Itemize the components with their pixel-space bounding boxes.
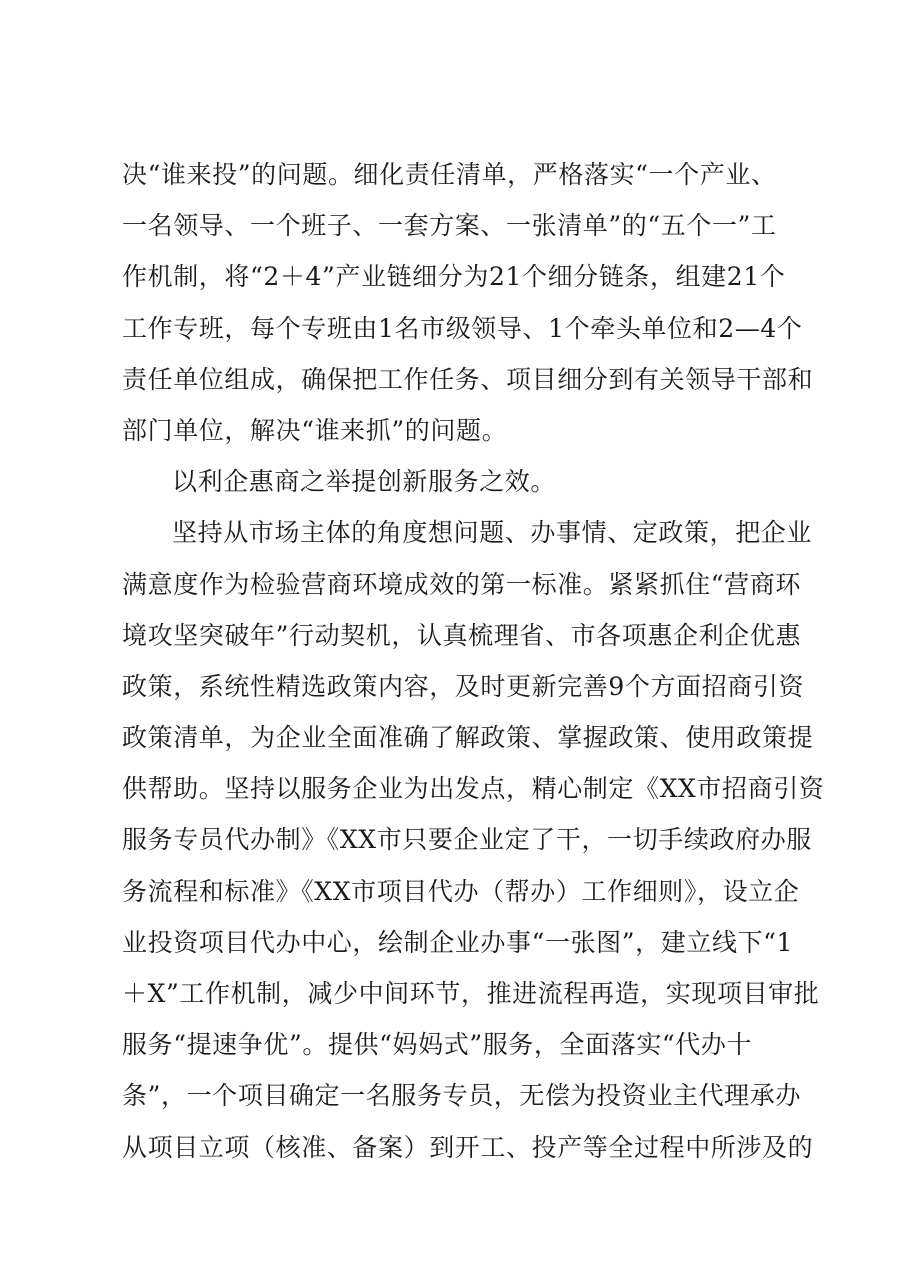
text-line: 作机制，将“2＋4”产业链细分为21个细分链条，组建21个 <box>122 262 786 292</box>
text-line: ＋X”工作机制，减少中间环节，推进流程再造，实现项目审批 <box>122 979 820 1008</box>
text-line: 责任单位组成，确保把工作任务、项目细分到有关领导干部和 <box>122 364 814 394</box>
text-line: 业投资项目代办中心，绘制企业办事“一张图”，建立线下“1 <box>122 927 794 957</box>
text-line: 境攻坚突破年”行动契机，认真梳理省、市各项惠企利企优惠 <box>122 620 801 650</box>
text-line: 决“谁来投”的问题。细化责任清单，严格落实“一个产业、 <box>122 160 777 189</box>
text-line: 部门单位，解决“谁来抓”的问题。 <box>122 415 508 445</box>
text-line: 满意度作为检验营商环境成效的第一标准。紧紧抓住“营商环 <box>122 569 801 599</box>
text-line: 一名领导、一个班子、一套方案、一张清单”的“五个一”工 <box>122 211 777 241</box>
text-line: 条”，一个项目确定一名服务专员，无偿为投资业主代理承办 <box>122 1081 801 1111</box>
body-text <box>122 149 825 1173</box>
text-line: 从项目立项（核准、备案）到开工、投产等全过程中所涉及的 <box>122 1132 814 1162</box>
text-line: 工作专班，每个专班由1名市级领导、1个牵头单位和2—4个 <box>122 313 803 343</box>
text-line: 服务“提速争优”。提供“妈妈式”服务，全面落实“代办十 <box>122 1030 753 1060</box>
text-line: 务流程和标准》《XX市项目代办（帮办）工作细则》，设立企 <box>122 876 800 906</box>
text-line: 供帮助。坚持以服务企业为出发点，精心制定《XX市招商引资 <box>122 774 825 804</box>
section-heading: 以利企惠商之举提创新服务之效。 <box>172 467 557 497</box>
text-line: 政策清单，为企业全面准确了解政策、掌握政策、使用政策提 <box>122 723 814 753</box>
text-line: 服务专员代办制》《XX市只要企业定了干，一切手续政府办服 <box>122 825 812 855</box>
text-line: 坚持从市场主体的角度想问题、办事情、定政策，把企业 <box>172 518 813 548</box>
text-line: 政策，系统性精选政策内容，及时更新完善9个方面招商引资 <box>122 671 805 701</box>
